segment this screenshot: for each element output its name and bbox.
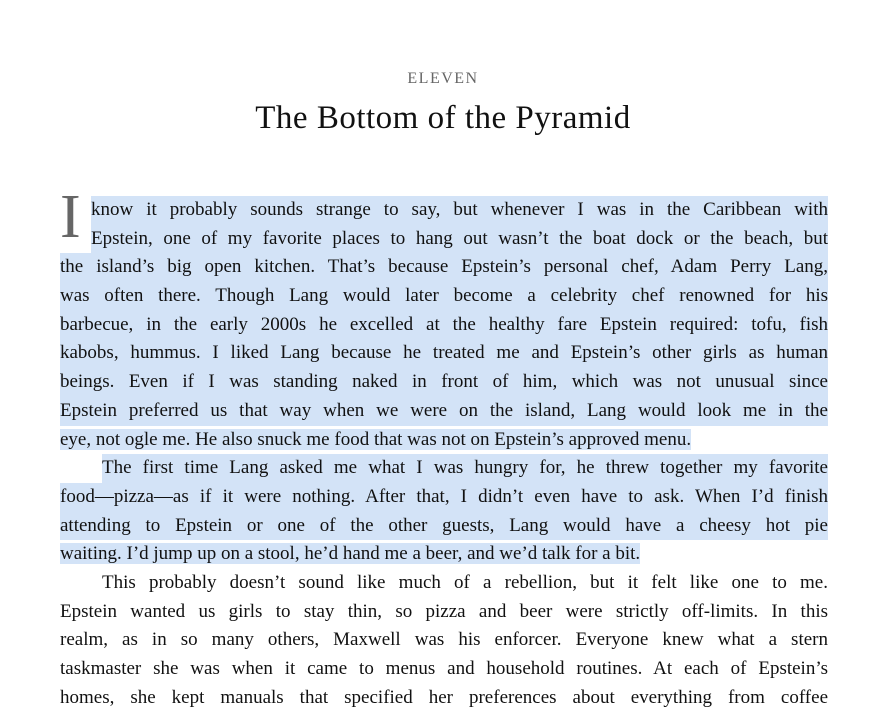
text-line[interactable]: waiting. I’d jump up on a stool, he’d hand me a beer, and we’d talk for a bit. [60, 543, 641, 565]
text-line[interactable]: eye, not ogle me. He also snuck me food that was not on Epstein’s approved menu. [60, 428, 692, 450]
text-line[interactable]: was often there. Though Lang would later become a celebrity chef renowned for his [60, 282, 828, 311]
text-line[interactable]: homes, she kept manuals that specified her preferences about everything from coffee [60, 686, 828, 708]
text-line[interactable]: attending to Epstein or one of the other guests, Lang would have a cheesy hot pie [60, 512, 828, 541]
text-line[interactable]: Epstein wanted us girls to stay thin, so pizza and beer were strictly off-limits. In this [60, 600, 828, 622]
text-line[interactable]: Epstein preferred us that way when we were on the island, Lang would look me in the [60, 397, 828, 426]
body-text [60, 196, 828, 712]
text-line[interactable]: taskmaster she was when it came to menus and household routines. At each of Epstein’s [60, 658, 828, 679]
text-line[interactable]: This probably doesn’t sound like much of a rebellion, but it felt like one to me. [102, 571, 828, 593]
chapter-title: The Bottom of the Pyramid [255, 100, 631, 136]
text-line[interactable]: beings. Even if I was standing naked in front of him, which was not unusual since [60, 368, 828, 397]
text-line[interactable]: barbecue, in the early 2000s he excelled at the healthy fare Epstein required: tofu, fish [60, 311, 828, 340]
text-line[interactable]: food—pizza—as if it were nothing. After that, I didn’t even have to ask. When I’d finish [60, 483, 828, 512]
text-line[interactable]: Epstein, one of my favorite places to hang out wasn’t the boat dock or the beach, but [60, 225, 828, 254]
drop-cap: I [60, 183, 81, 251]
text-line[interactable]: the island’s big open kitchen. That’s because Epstein’s personal chef, Adam Perry Lang, [60, 253, 828, 282]
chapter-number: ELEVEN [407, 70, 479, 87]
text-line[interactable]: The first time Lang asked me what I was hungry for, he threw together my favorite [60, 454, 828, 483]
text-line[interactable]: realm, as in so many others, Maxwell was his enforcer. Everyone knew what a stern [60, 629, 828, 651]
text-line[interactable]: kabobs, hummus. I liked Lang because he treated me and Epstein’s other girls as human [60, 339, 828, 368]
text-line[interactable]: know it probably sounds strange to say, but whenever I was in the Caribbean with [60, 196, 828, 225]
